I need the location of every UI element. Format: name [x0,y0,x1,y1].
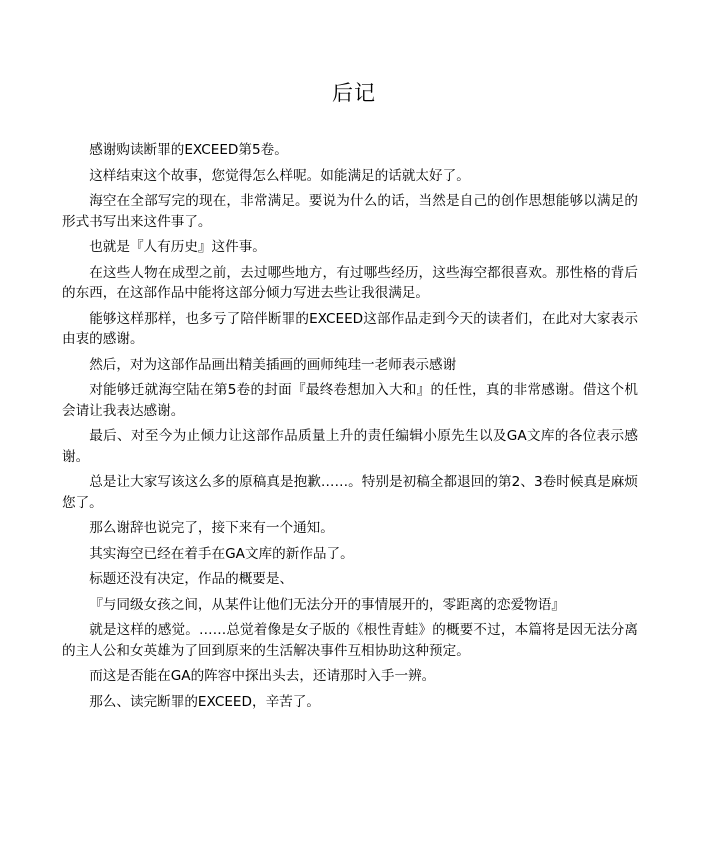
paragraph-9: 最后、对至今为止倾力让这部作品质量上升的责任编辑小原先生以及GA文库的各位表示感谢。 [62,428,638,465]
paragraph-12: 其实海空已经在着手在GA文库的新作品了。 [89,545,354,562]
paragraph-4: 也就是『人有历史』这件事。 [89,239,266,255]
paragraph-7: 然后，对为这部作品画出精美插画的画师纯珪一老师表示感谢 [89,356,457,373]
body-text [62,140,638,717]
page-title: 后记 [332,81,376,105]
paragraph-1: 感谢购读断罪的EXCEED第5卷。 [89,142,288,158]
paragraph-16: 而这是否能在GA的阵容中探出头去，还请那时入手一辨。 [89,668,436,684]
paragraph-2: 这样结束这个故事，您觉得怎么样呢。如能满足的话就太好了。 [89,167,470,184]
paragraph-3: 海空在全部写完的现在，非常满足。要说为什么的话，当然是自己的创作思想能够以满足的形式书写出来这件事了。 [62,193,638,230]
paragraph-8: 对能够迁就海空陆在第5卷的封面『最终卷想加入大和』的任性，真的非常感谢。借这个机会请让我表达感谢。 [62,382,638,419]
paragraph-13: 标题还没有决定，作品的概要是、 [89,571,294,587]
paragraph-5: 在这些人物在成型之前，去过哪些地方，有过哪些经历，这些海空都很喜欢。那性格的背后的东西，在这部作品中能将这部分倾力写进去些让我很满足。 [62,264,638,301]
paragraph-10: 总是让大家写该这么多的原稿真是抱歉……。特别是初稿全都退回的第2、3卷时候真是麻烦您了。 [62,474,638,511]
paragraph-15: 就是这样的感觉。……总觉着像是女子版的《根性青蛙》的概要不过，本篇将是因无法分离的主人公和女英雄为了回到原来的生活解决事件互相协助这种预定。 [62,622,638,659]
paragraph-17: 那么、读完断罪的EXCEED，辛苦了。 [89,693,320,710]
paragraph-6: 能够这样那样，也多亏了陪伴断罪的EXCEED这部作品走到今天的读者们，在此对大家表示由衷的感谢。 [62,310,638,347]
paragraph-11: 那么谢辞也说完了，接下来有一个通知。 [89,520,334,536]
paragraph-14: 『与同级女孩之间，从某件让他们无法分开的事情展开的，零距离的恋爱物语』 [89,596,565,613]
